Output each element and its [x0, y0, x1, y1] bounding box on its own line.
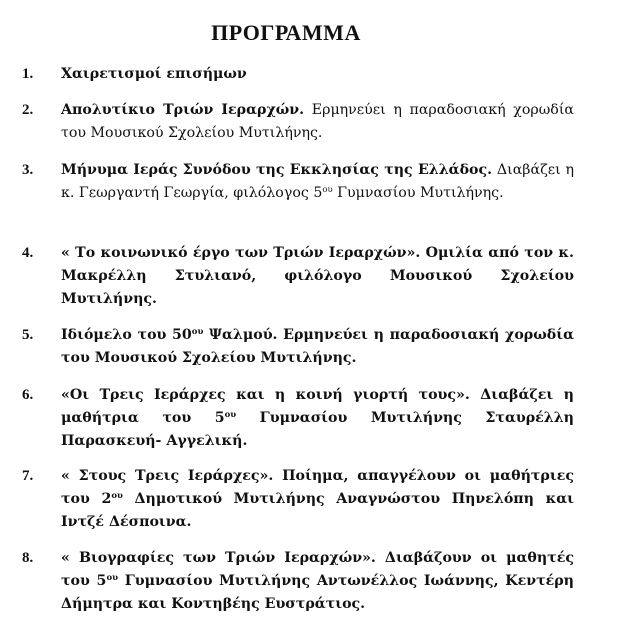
item-title-b: Γυμνασίου Μυτιλήνης Σταυρέλλη Παρασκευή- Αγγελική. — [61, 410, 574, 449]
program-item-8 — [22, 547, 574, 616]
item-description-cont: Γυμνασίου Μυτιλήνης. — [332, 185, 504, 201]
item-title: « Το κοινωνικό έργο των Τριών Ιεραρχών». Ομιλία από τον κ. Μακρέλλη Στυλιανό, φιλόλογο Μουσικού Σχολείου Μυτιλήνης. — [61, 245, 574, 307]
item-title-a: «Οι Τρεις Ιεράρχες και η κοινή γιορτή τους». Διαβάζει η μαθήτρια του 5 — [61, 387, 574, 426]
program-item-7 — [22, 465, 574, 534]
program-item-1 — [22, 63, 574, 86]
item-number: 7. — [22, 468, 34, 484]
item-title: Απολυτίκιο Τριών Ιεραρχών. — [61, 102, 305, 118]
item-text — [61, 547, 574, 616]
item-description: Διαβάζει η κ. Γεωργαντή Γεωργία, φιλόλογος 5 — [61, 162, 574, 201]
program-item-2 — [22, 99, 574, 145]
item-title-b: Ψαλμού. Ερμηνεύει η παραδοσιακή χορωδία του Μουσικού Σχολείου Μυτιλήνης. — [61, 327, 574, 366]
item-number: 3. — [22, 162, 34, 178]
ordinal-suffix: ου — [106, 573, 119, 583]
item-number: 8. — [22, 550, 34, 566]
item-number: 2. — [22, 102, 34, 118]
item-title — [61, 387, 574, 449]
item-title: Μήνυμα Ιεράς Συνόδου της Εκκλησίας της Ελλάδος. — [61, 162, 493, 178]
item-title-b: Δημοτικού Μυτιλήνης Αναγνώστου Πηνελόπη και Ιντζέ Δέσποινα. — [61, 491, 575, 530]
item-title-a: « Στους Τρεις Ιεράρχες». Ποίημα, απαγγέλουν οι μαθήτριες του 2 — [61, 468, 574, 507]
item-number: 6. — [22, 387, 34, 403]
program-item-3 — [22, 159, 574, 205]
item-description: Ερμηνεύει η παραδοσιακή χορωδία του Μουσικού Σχολείου Μυτιλήνης. — [61, 102, 574, 141]
item-title — [61, 327, 574, 366]
item-number: 1. — [22, 66, 34, 82]
item-title-a: « Βιογραφίες των Τριών Ιεραρχών». Διαβάζουν οι μαθητές του 5 — [61, 550, 574, 589]
program-item-4 — [22, 242, 574, 311]
item-number: 5. — [22, 327, 34, 343]
item-text — [61, 99, 574, 145]
item-number: 4. — [22, 245, 34, 261]
ordinal-suffix: ου — [111, 491, 123, 501]
program-item-5 — [22, 324, 574, 370]
item-title — [61, 550, 574, 612]
item-text — [61, 324, 574, 370]
item-title: Χαιρετισμοί επισήμων — [61, 66, 247, 82]
item-text — [61, 384, 574, 453]
item-title-b: Γυμνασίου Μυτιλήνης Αντωνέλλος Ιωάννης, Κεντέρη Δήμητρα και Κοντηβέης Ευστράτιος. — [61, 573, 574, 612]
ordinal-suffix: ου — [191, 327, 204, 337]
item-title-a: Ιδιόμελο του 50 — [61, 327, 192, 343]
ordinal-suffix: ου — [322, 185, 333, 195]
item-text — [61, 159, 574, 205]
item-text — [61, 242, 574, 311]
program-item-6 — [22, 384, 574, 453]
item-text — [61, 465, 574, 534]
item-text — [61, 63, 574, 86]
document-title: ΠΡΟΓΡΑΜΜΑ — [211, 20, 361, 45]
ordinal-suffix: ου — [224, 410, 237, 420]
item-title — [61, 468, 574, 530]
